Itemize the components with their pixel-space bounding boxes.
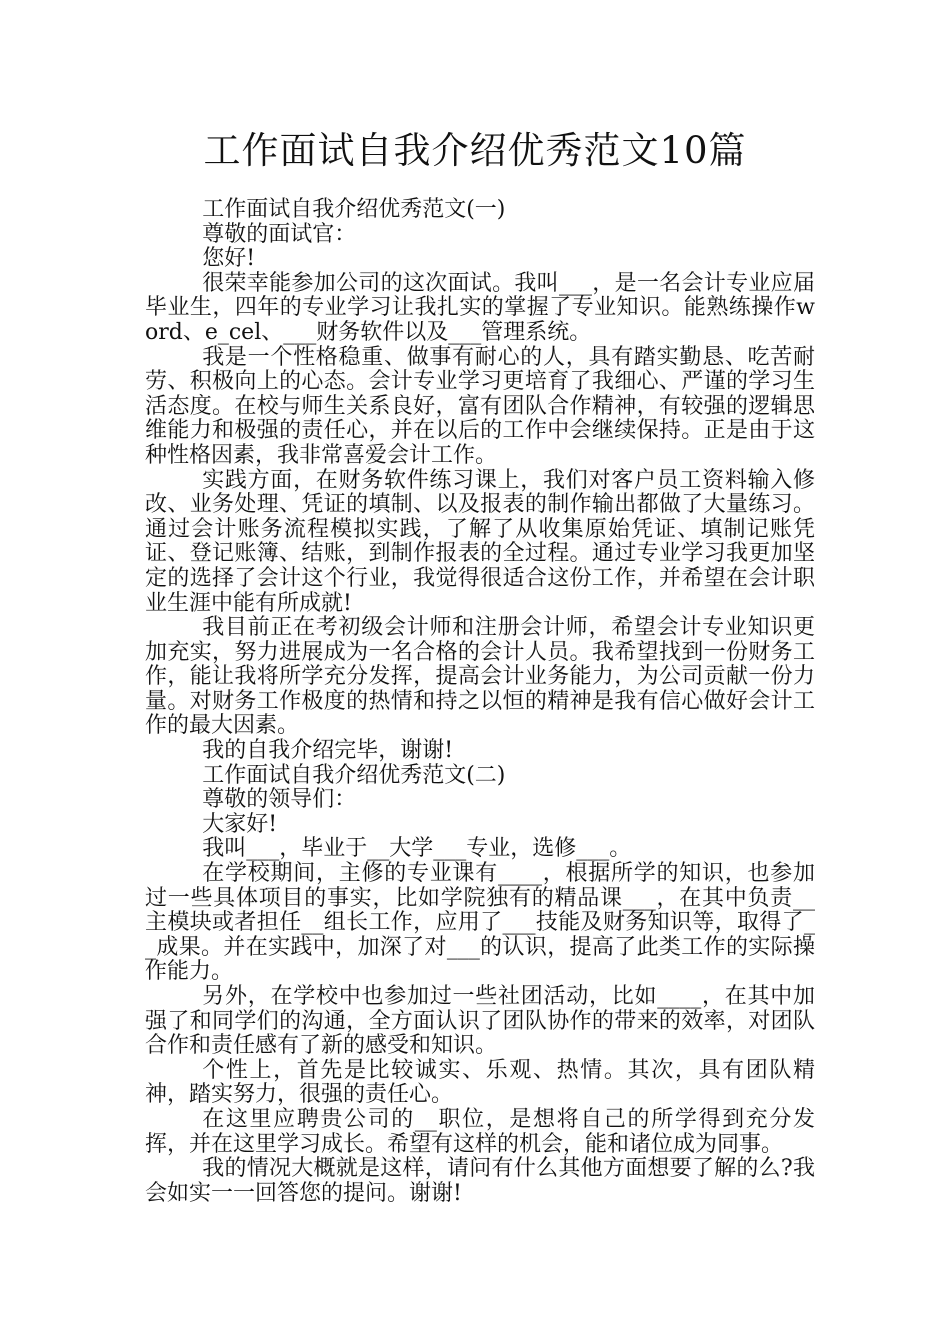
paragraph: 在这里应聘贵公司的__职位，是想将自己的所学得到充分发挥，并在这里学习成长。希望有这样的机会，能和诸位成为同事。 [145, 1106, 815, 1157]
section-heading-1: 工作面试自我介绍优秀范文(一) [202, 197, 506, 222]
section-heading-2: 工作面试自我介绍优秀范文(二) [202, 762, 506, 788]
greeting: 大家好! [202, 811, 278, 837]
document-title: 工作面试自我介绍优秀范文10篇 [203, 129, 747, 172]
paragraph: 很荣幸能参加公司的这次面试。我叫___，是一名会计专业应届毕业生，四年的专业学习让我扎实的掌握了专业知识。能熟练操作word、e_cel、___财务软件以及___管理系统。 [145, 270, 815, 345]
paragraph: 在学校期间，主修的专业课有____，根据所学的知识，也参加过一些具体项目的事实，比如学院独有的精品课___，在其中负责__主模块或者担任__组长工作，应用了___技能及财务知识等，取得了__成果。并在实践中，加深了对___的认识，提高了此类工作的实际操作能力。 [145, 861, 815, 985]
document-body [145, 198, 815, 1206]
closing: 我的自我介绍完毕，谢谢! [202, 738, 454, 764]
salutation: 尊敬的领导们： [202, 787, 357, 813]
paragraph: 另外，在学校中也参加过一些社团活动，比如____，在其中加强了和同学们的沟通，全方面认识了团队协作的带来的效率，对团队合作和责任感有了新的感受和知识。 [145, 984, 815, 1059]
greeting: 您好! [202, 246, 256, 272]
paragraph: 我是一个性格稳重、做事有耐心的人，具有踏实勤恳、吃苦耐劳、积极向上的心态。会计专业学习更培育了我细心、严谨的学习生活态度。在校与师生关系良好，富有团队合作精神，有较强的逻辑思维能力和极强的责任心，并在以后的工作中会继续保持。正是由于这种性格因素，我非常喜爱会计工作。 [145, 344, 815, 468]
closing: 我的情况大概就是这样，请问有什么其他方面想要了解的么?我会如实一一回答您的提问。谢谢! [145, 1156, 815, 1206]
salutation: 尊敬的面试官： [202, 221, 357, 247]
paragraph: 个性上，首先是比较诚实、乐观、热情。其次，具有团队精神，踏实努力，很强的责任心。 [145, 1057, 815, 1108]
paragraph: 我叫___，毕业于__大学___专业，选修___。 [202, 836, 632, 862]
paragraph: 实践方面，在财务软件练习课上，我们对客户员工资料输入修改、业务处理、凭证的填制、以及报表的制作输出都做了大量练习。通过会计账务流程模拟实践，了解了从收集原始凭证、填制记账凭证、登记账簿、结账，到制作报表的全过程。通过专业学习我更加坚定的选择了会计这个行业，我觉得很适合这份工作，并希望在会计职业生涯中能有所成就! [145, 467, 815, 616]
paragraph: 我目前正在考初级会计师和注册会计师，希望会计专业知识更加充实，努力进展成为一名合格的会计人员。我希望找到一份财务工作，能让我将所学充分发挥，提高会计业务能力，为公司贡献一份力量。对财务工作极度的热情和持之以恒的精神是我有信心做好会计工作的最大因素。 [145, 615, 815, 739]
